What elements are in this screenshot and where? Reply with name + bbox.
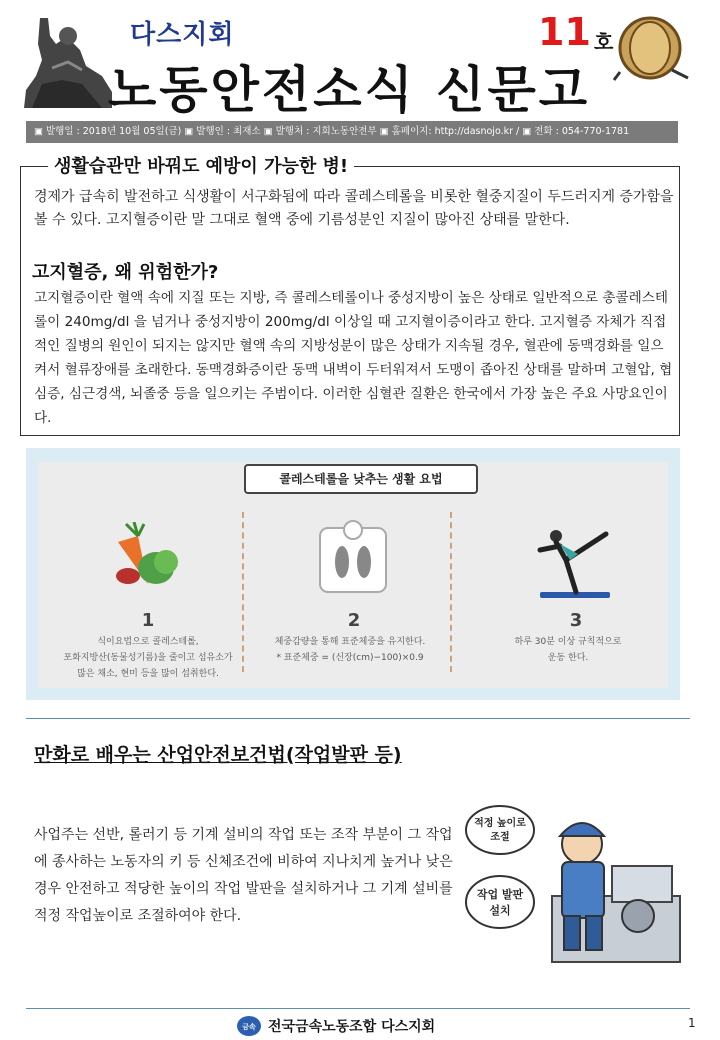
article-title: 생활습관만 바꿔도 예방이 가능한 병! — [48, 152, 354, 178]
cholesterol-infographic — [26, 448, 680, 700]
union-logo-icon — [236, 1015, 262, 1037]
logo-text: 금속 — [242, 1023, 256, 1031]
comic-body-text: 사업주는 선반, 롤러기 등 기계 설비의 작업 또는 조작 부분이 그 작업에 종사하는 노동자의 키 등 신체조건에 비하여 지나치게 높거나 낮은 경우 안전하고 적당한 높이의 작업 발판을 설치하거나 그 기계 설비를 적정 작업높이로 조절하여야 한다. — [34, 827, 453, 924]
step-number: 3 — [569, 610, 583, 631]
raised-fist-worker-icon — [22, 14, 114, 108]
article-subheading: 고지혈증, 왜 위험한가? — [32, 262, 219, 283]
step-desc-line: 포화지방산(동물성기름)을 줄이고 섬유소가 — [63, 653, 233, 663]
footer-divider — [26, 1008, 690, 1009]
masthead — [0, 0, 720, 118]
step-desc-line: 하루 30분 이상 규칙적으로 — [514, 637, 622, 647]
scale-icon — [316, 518, 390, 596]
step-number: 2 — [347, 610, 361, 631]
publication-info-bar: ▣ 발행일 : 2018년 10월 05일(금) ▣ 발행인 : 최재소 ▣ 발행처 : 지회노동안전부 ▣ 홈페이지: http://dasnojo.kr / ▣ 전화 : 054-770-1781 — [26, 121, 678, 143]
step-desc-line: 식이요법으로 콜레스테롤, — [97, 637, 199, 647]
step-desc-line: * 표준체중 = (신장(cm)−100)×0.9 — [276, 653, 424, 663]
step-description — [58, 634, 238, 682]
vegetables-icon — [108, 522, 188, 592]
issue-number: 11 — [538, 10, 591, 54]
paper-title: 노동안전소식 신문고 — [108, 61, 591, 119]
worker-machine-cartoon — [462, 796, 684, 968]
exercise-icon — [526, 514, 626, 600]
step-divider — [242, 512, 244, 672]
step-description — [478, 634, 658, 666]
article-body: 고지혈증이란 혈액 속에 지질 또는 지방, 즉 콜레스테롤이나 중성지방이 높은 상태로 일반적으로 총콜레스테롤이 240mg/dl 을 넘거나 중성지방이 200mg/dl 이상일 때 고지혈이증이라고 한다. 고지혈증 자체가 직접적인 질병의 원인이 되지는 않지만 혈액 속의 지방성분이 많은 상태가 지속될 경우, 혈관에 동맥경화를 일으켜서 혈류장애를 초래한다. 동맥경화증이란 동맥 내벽이 두터워져서 도맹이 좁아진 상태를 말하며 고혈압, 협심증, 심근경색, 뇌졸중 등을 일으키는 주범이다. 이러한 심혈관 질환은 한국에서 가장 높은 주요 사망요인이다. — [34, 290, 673, 426]
issue-suffix: 호 — [594, 30, 614, 54]
infographic-title: 콜레스테롤을 낮추는 생활 요법 — [244, 464, 478, 494]
comic-section-title: 만화로 배우는 산업안전보건법(작업발판 등) — [34, 744, 402, 766]
bubble-text: 조절 — [490, 832, 510, 843]
page-number: 1 — [688, 1016, 696, 1030]
step-desc-line: 운동 한다. — [547, 653, 589, 663]
footer-org-name: 전국금속노동조합 다스지회 — [268, 1019, 436, 1035]
step-divider — [450, 512, 452, 672]
step-description — [252, 634, 448, 666]
org-name: 다스지회 — [130, 20, 235, 50]
drum-icon — [612, 12, 690, 82]
section-divider — [26, 718, 690, 719]
bubble-text: 적정 높이로 — [474, 818, 526, 829]
step-desc-line: 많은 채소, 현미 등을 많이 섭취한다. — [77, 669, 219, 679]
step-number: 1 — [141, 610, 155, 631]
infographic-panel — [38, 462, 668, 688]
step-desc-line: 체중감량을 통해 표준체중을 유지한다. — [274, 637, 426, 647]
bubble-text: 작업 발판 — [476, 888, 524, 901]
bubble-text: 설치 — [489, 904, 511, 917]
article-intro: 경제가 급속히 발전하고 식생활이 서구화됨에 따라 콜레스테롤을 비롯한 혈중지질이 두드러지게 증가함을 볼 수 있다. 고지혈증이란 말 그대로 혈액 중에 기름성분인 지질이 많아진 상태를 말한다. — [34, 189, 674, 228]
